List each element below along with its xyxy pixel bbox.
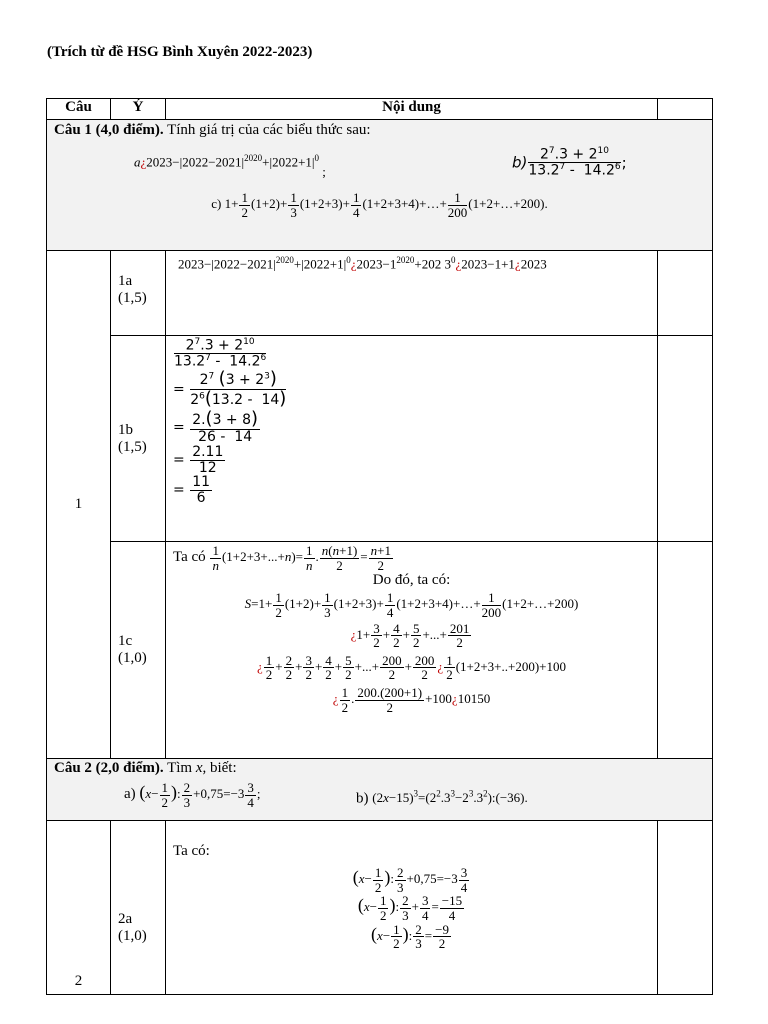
header-y: Ý	[111, 99, 166, 120]
question-2-heading: Câu 2 (2,0 điểm).	[54, 760, 164, 776]
answer-1c-row	[47, 542, 713, 759]
answer-2a-content: Ta có: (x− $\frac{1}{2}$ ): $\frac{2}{3}$ +0,75=−3 $\frac{3}{4}$ (x− $\frac{1}{2}$ ): $\frac{2}{3}$ + $\frac{3}{4}$ = $\frac{-15}{4}$ (x− $\frac{1}{2}$ ): $\frac{2}{3}$ = $\frac{-9}{2}$	[166, 821, 658, 995]
score-2a	[658, 821, 713, 995]
question-1-heading: Câu 1 (4,0 điểm).	[54, 122, 164, 138]
answer-1c-content: Ta có $\frac{1}{n}$ (1+2+3+...+n)= $\frac{1}{n}$ . $\frac{n(n+1)}{2}$ = $\frac{n+1}{2}$ Do đó, ta có: S=1+ $\frac{1}{2}$ (1+2)+ $\frac{1}{3}$ (1+2+3)+ $\frac{1}{4}$ (1+2+3+4)+…+ $\frac{1}{200}$ (1+2+…+200) ¿1+ $\frac{3}{2}$ + $\frac{4}{2}$ + $\frac{5}{2}$ +...+ $\frac{201}{2}$ ¿ $\frac{1}{2}$ + $\frac{2}{2}$ + $\frac{3}{2}$ + $\frac{4}{2}$ + $\frac{5}{2}$ +...+ $\frac{200}{2}$ + $\frac{200}{2}$ ¿ $\frac{1}{2}$ (1+2+3+..+200)+100 ¿ $\frac{1}{2}$ . $\frac{200.(200+1)}{2}$ +100¿10150	[166, 542, 658, 759]
header-diem	[658, 99, 713, 120]
header-noi-dung: Nội dung	[166, 99, 658, 120]
question-2b-expression: b) $(2x-15)^3=(2^2.3^3-2^3.3^2):(-36)$.	[356, 789, 528, 807]
answer-1a-content: $2023-|2022-2021|^{2020}+|2022+1|^0¿2023-1^{2020}+202$ $3^0¿2023-1+1¿2023$	[166, 251, 658, 336]
question-number-2: 2	[47, 821, 111, 995]
part-2a-label: 2a (1,0)	[111, 821, 166, 995]
part-1a-label: 1a (1,5)	[111, 251, 166, 336]
question-1c-expression: c) 1+ $\frac{1}{2}$ (1+2)+ $\frac{1}{3}$ (1+2+3)+ $\frac{1}{4}$ (1+2+3+4)+…+ $\frac{1}{200}$ (1+2+…+200).	[211, 190, 548, 220]
answer-1b-row	[47, 336, 713, 542]
question-1-intro: Tính giá trị của các biểu thức sau:	[167, 122, 371, 138]
answer-1a-row	[47, 251, 713, 336]
question-1-row	[47, 120, 713, 251]
score-1a	[658, 251, 713, 336]
score-1c	[658, 542, 713, 759]
answer-2a-row	[47, 821, 713, 995]
question-number-1: 1	[47, 251, 111, 759]
solution-table	[46, 98, 713, 995]
part-1c-label: 1c (1,0)	[111, 542, 166, 759]
question-1a-expression: $a¿2023-|2022-2021|^{2020}+|2022+1|^0$ ;	[134, 153, 326, 180]
document-title: (Trích từ đề HSG Bình Xuyên 2022-2023)	[47, 44, 313, 60]
question-1-parts-ab	[54, 147, 705, 181]
table-header-row	[47, 99, 713, 120]
part-1b-label: 1b (1,5)	[111, 336, 166, 542]
question-1b-expression: b) $\frac{2^7.3 + 2^{10}}{13.2^7 - 14.2^6}$ ;	[512, 146, 627, 179]
score-1b	[658, 336, 713, 542]
header-cau: Câu	[47, 99, 111, 120]
answer-1b-content: $\frac{2^7.3 + 2^{10}}{13.2^7 - 14.2^6}$ = $\frac{2^7 (3 + 2^3)}{2^6(13.2 - 14)}$ = $\frac{2.(3 + 8)}{26 - 14}$ = $\frac{2.11}{12}$ = $\frac{11}{6}$	[166, 336, 658, 542]
result-1c: 10150	[457, 691, 491, 707]
question-2a-expression: a) (x− $\frac{1}{2}$ ): $\frac{2}{3}$ +0,75=−3 $\frac{3}{4}$ ;	[124, 780, 261, 810]
question-2-row: Câu 2 (2,0 điểm). Tìm x, biết: a) (x− $\frac{1}{2}$ ): $\frac{2}{3}$ +0,75=−3 $\frac{3}{4}$ ; b) $(2x-15)^3=(2^2.3^3-2^3.3^2):(-36)$.	[47, 759, 713, 821]
